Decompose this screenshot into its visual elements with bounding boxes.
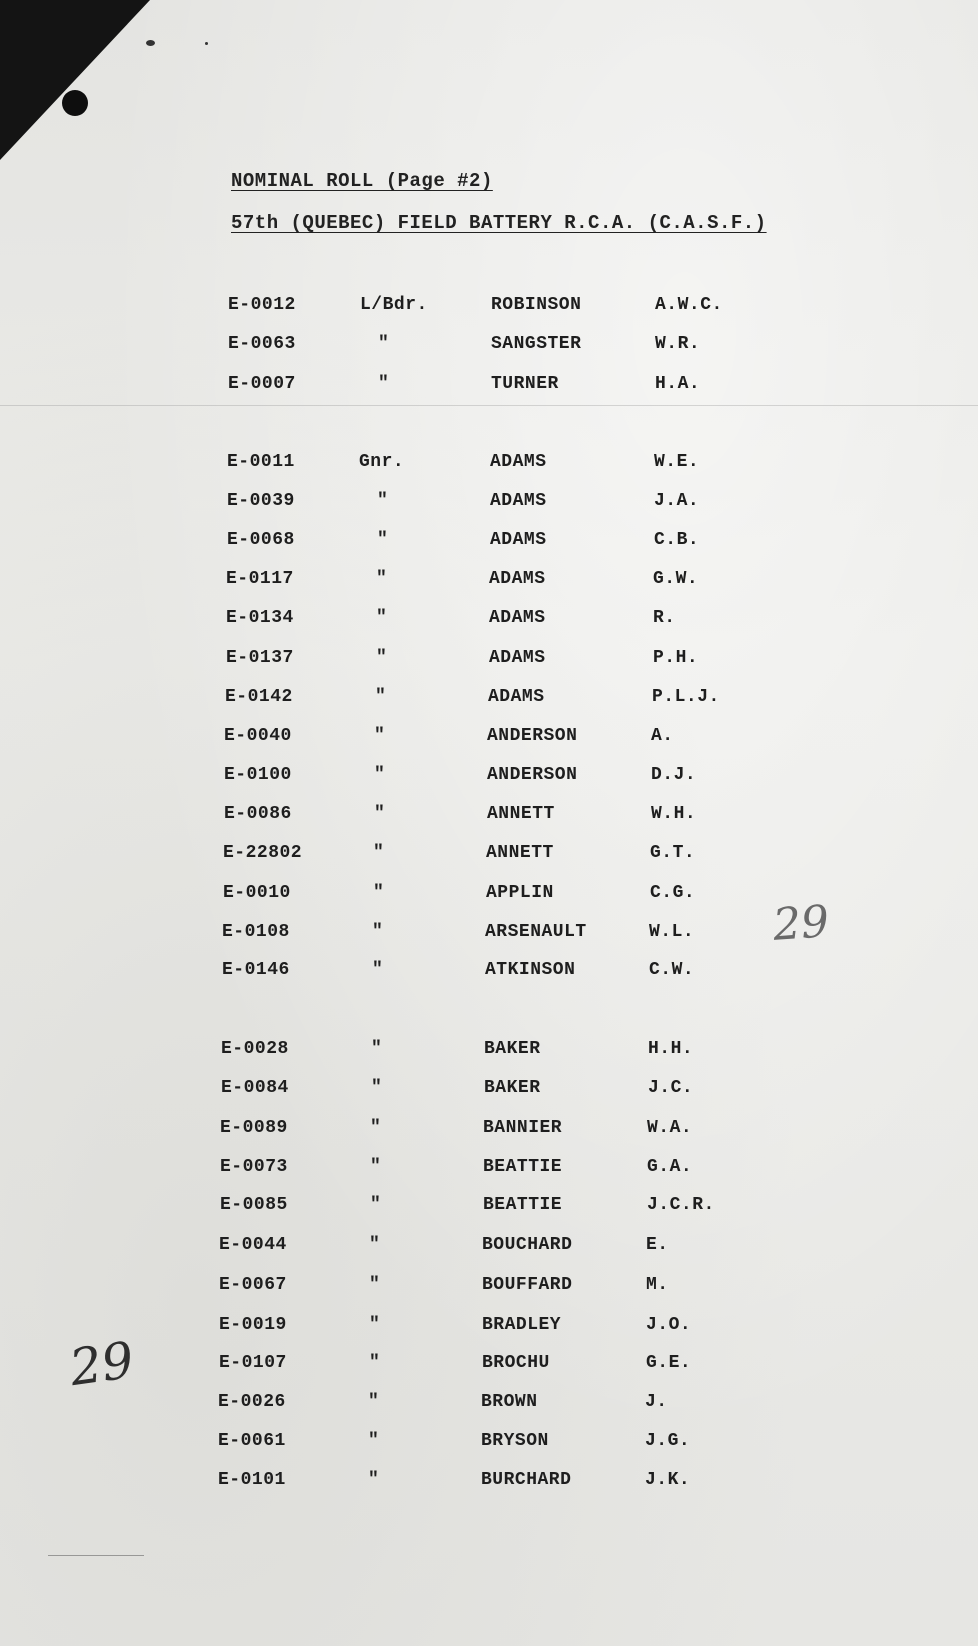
service-number: E-0026 xyxy=(218,1392,286,1412)
rank: " xyxy=(376,569,388,589)
initials: W.L. xyxy=(649,922,695,942)
service-number: E-0107 xyxy=(219,1353,287,1373)
service-number: E-0084 xyxy=(221,1078,289,1098)
service-number: E-0067 xyxy=(219,1275,287,1295)
initials: C.B. xyxy=(654,530,700,550)
service-number: E-0134 xyxy=(226,608,294,628)
service-number: E-0137 xyxy=(226,648,294,668)
service-number: E-0100 xyxy=(224,765,292,785)
initials: H.A. xyxy=(655,374,701,394)
surname: ADAMS xyxy=(490,530,547,550)
surname: ANNETT xyxy=(486,843,554,863)
rank: " xyxy=(373,843,385,863)
service-number: E-0061 xyxy=(218,1431,286,1451)
rank: " xyxy=(377,530,389,550)
rank: " xyxy=(378,374,390,394)
initials: J.C.R. xyxy=(647,1195,715,1215)
surname: ADAMS xyxy=(489,569,546,589)
surname: BAKER xyxy=(484,1078,541,1098)
rank: " xyxy=(374,765,386,785)
rank: " xyxy=(372,960,384,980)
rank: " xyxy=(369,1315,381,1335)
rank: " xyxy=(374,726,386,746)
surname: BOUCHARD xyxy=(482,1235,573,1255)
rank: " xyxy=(369,1275,381,1295)
service-number: E-0101 xyxy=(218,1470,286,1490)
rank: " xyxy=(368,1470,380,1490)
service-number: E-0039 xyxy=(227,491,295,511)
rank: " xyxy=(371,1039,383,1059)
surname: BROCHU xyxy=(482,1353,550,1373)
service-number: E-0108 xyxy=(222,922,290,942)
rank: " xyxy=(369,1235,381,1255)
surname: ADAMS xyxy=(490,452,547,472)
initials: W.R. xyxy=(655,334,701,354)
rank: " xyxy=(368,1392,380,1412)
rank: " xyxy=(376,608,388,628)
rank: " xyxy=(375,687,387,707)
rank: " xyxy=(371,1078,383,1098)
surname: ADAMS xyxy=(489,648,546,668)
surname: ROBINSON xyxy=(491,295,582,315)
surname: BURCHARD xyxy=(481,1470,572,1490)
initials: G.E. xyxy=(646,1353,692,1373)
service-number: E-22802 xyxy=(223,843,303,863)
initials: J.A. xyxy=(654,491,700,511)
surname: ATKINSON xyxy=(485,960,576,980)
initials: J. xyxy=(645,1392,668,1412)
initials: J.O. xyxy=(646,1315,692,1335)
rank: " xyxy=(370,1157,382,1177)
surname: SANGSTER xyxy=(491,334,582,354)
initials: H.H. xyxy=(648,1039,694,1059)
service-number: E-0117 xyxy=(226,569,294,589)
service-number: E-0040 xyxy=(224,726,292,746)
service-number: E-0011 xyxy=(227,452,295,472)
service-number: E-0068 xyxy=(227,530,295,550)
rank: " xyxy=(369,1353,381,1373)
handwritten-page-number-right: 29 xyxy=(771,896,831,951)
initials: P.H. xyxy=(653,648,699,668)
service-number: E-0010 xyxy=(223,883,291,903)
service-number: E-0063 xyxy=(228,334,296,354)
rank: " xyxy=(378,334,390,354)
surname: ANDERSON xyxy=(487,726,578,746)
unit-subtitle: 57th (QUEBEC) FIELD BATTERY R.C.A. (C.A.S.F.) xyxy=(231,212,767,234)
surname: BROWN xyxy=(481,1392,538,1412)
service-number: E-0073 xyxy=(220,1157,288,1177)
surname: ARSENAULT xyxy=(485,922,587,942)
page-title: NOMINAL ROLL (Page #2) xyxy=(231,170,493,192)
surname: ADAMS xyxy=(489,608,546,628)
initials: G.T. xyxy=(650,843,696,863)
surname: BEATTIE xyxy=(483,1195,563,1215)
surname: ADAMS xyxy=(488,687,545,707)
handwritten-page-number-left: 29 xyxy=(66,1330,138,1398)
service-number: E-0012 xyxy=(228,295,296,315)
rank: " xyxy=(370,1195,382,1215)
bottom-rule xyxy=(48,1555,144,1556)
initials: D.J. xyxy=(651,765,697,785)
initials: W.H. xyxy=(651,804,697,824)
initials: A. xyxy=(651,726,674,746)
rank: L/Bdr. xyxy=(360,295,428,315)
initials: E. xyxy=(646,1235,669,1255)
initials: W.A. xyxy=(647,1118,693,1138)
initials: G.W. xyxy=(653,569,699,589)
service-number: E-0146 xyxy=(222,960,290,980)
initials: C.G. xyxy=(650,883,696,903)
initials: J.G. xyxy=(645,1431,691,1451)
rank: " xyxy=(373,883,385,903)
service-number: E-0089 xyxy=(220,1118,288,1138)
service-number: E-0019 xyxy=(219,1315,287,1335)
initials: C.W. xyxy=(649,960,695,980)
surname: BEATTIE xyxy=(483,1157,563,1177)
surname: APPLIN xyxy=(486,883,554,903)
surname: BOUFFARD xyxy=(482,1275,573,1295)
initials: M. xyxy=(646,1275,669,1295)
initials: G.A. xyxy=(647,1157,693,1177)
initials: R. xyxy=(653,608,676,628)
rank: " xyxy=(368,1431,380,1451)
service-number: E-0086 xyxy=(224,804,292,824)
rank: " xyxy=(374,804,386,824)
service-number: E-0044 xyxy=(219,1235,287,1255)
surname: BANNIER xyxy=(483,1118,563,1138)
surname: ANDERSON xyxy=(487,765,578,785)
rank: Gnr. xyxy=(359,452,405,472)
initials: A.W.C. xyxy=(655,295,723,315)
surname: BRYSON xyxy=(481,1431,549,1451)
service-number: E-0007 xyxy=(228,374,296,394)
rank: " xyxy=(377,491,389,511)
surname: ANNETT xyxy=(487,804,555,824)
surname: TURNER xyxy=(491,374,559,394)
rank: " xyxy=(372,922,384,942)
initials: P.L.J. xyxy=(652,687,720,707)
rank: " xyxy=(370,1118,382,1138)
surname: ADAMS xyxy=(490,491,547,511)
service-number: E-0142 xyxy=(225,687,293,707)
rank: " xyxy=(376,648,388,668)
initials: W.E. xyxy=(654,452,700,472)
service-number: E-0085 xyxy=(220,1195,288,1215)
initials: J.C. xyxy=(648,1078,694,1098)
initials: J.K. xyxy=(645,1470,691,1490)
surname: BRADLEY xyxy=(482,1315,562,1335)
service-number: E-0028 xyxy=(221,1039,289,1059)
surname: BAKER xyxy=(484,1039,541,1059)
